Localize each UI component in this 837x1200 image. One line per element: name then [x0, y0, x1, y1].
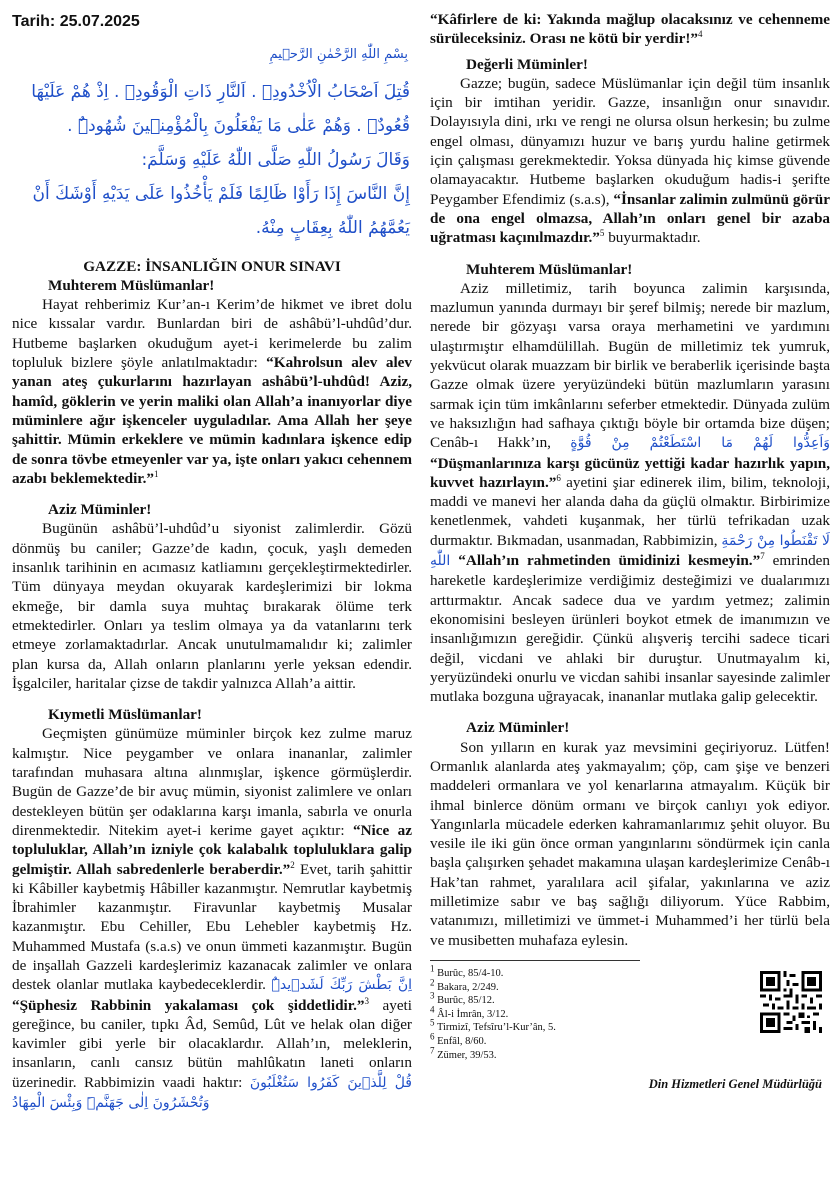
footnote: $^6$ Enfâl, 8/60.	[430, 1031, 487, 1047]
arabic-inline-verse: وَاَعِدُّوا لَهُمْ مَا اسْتَطَعْتُمْ مِنْ قُوَّةٍ	[570, 435, 830, 452]
footnote-ref: 7	[760, 550, 765, 561]
footnote-divider	[430, 960, 640, 961]
footnotes	[430, 963, 730, 1062]
paragraph: Bugünün ashâbü’l-uhdûd’u siyonist zalimlerdir. Gözü dönmüş bu caniler; Gazze’de kadın, çocuk, yaşlı demeden insanlık tarihinin en acımasız katliamını gerçekleştirmektedirler. Tüm dünyaya meydan okuyarak kardeşlerimizi bir lokma ekmeğe, bir damla suya muhtaç bırakarak ölüme terk etmektedirler. Onları ya teslim olmaya ya da vatanlarını terk etmeye zorlamaktadırlar. Ancak unutulmamalıdır ki; zalimler plan kursa da, Allah onların planlarını yerle yeksan edendir. İşgalciler, haritalar çizse de takdir yalnızca Allah’a aittir.	[12, 520, 412, 692]
date: Tarih: 25.07.2025	[12, 13, 140, 30]
footnote-ref: 5	[599, 228, 605, 239]
verse-quote: “Allah’ın rahmetinden ümidinizi kesmeyin.”	[458, 552, 761, 570]
verse-quote: “Düşmanlarınıza karşı gücünüz yettiği kadar hazırlık yapın, kuvvet hazırlayın.”	[430, 454, 830, 491]
section-heading: Aziz Müminler!	[466, 719, 570, 737]
arabic-inline-verse: اِنَّ بَطْشَ رَبِّكَ لَشَد۪يدٌۜ	[271, 977, 412, 994]
paragraph: Gazze; bugün, sadece Müslümanlar için değil tüm insanlık için bir imtihan yeridir. Gazze, insanlığın onur sınavıdır. Dolayısıyla dini, ırkı ve rengi ne olursa olsun herkesin; bu zulme engel olması, dünyamızı huzur ve barış yurdu haline getirmek için çalışması gerekmektedir. Yoksa dünyada hiç kimse güvende olamayacaktır. Hutbeme başlarken okuduğum hadis-i şerifte Peygamber Efendimiz (s.a.s), “İnsanlar zalimin zulmünü görür de ona engel olmazsa, Allah’ın onları genel bir azaba uğratması kaçınılmazdır.”$^5$ buyurmaktadır.	[430, 74, 830, 247]
footnote-ref: 1	[154, 468, 159, 479]
signature: Din Hizmetleri Genel Müdürlüğü	[648, 1076, 822, 1091]
arabic-verse: قُتِلَ اَصْحَابُ الْاُخْدُودِۙ . اَلنَّارِ ذَاتِ الْوَقُودِۙ . اِذْ هُمْ عَلَيْهَا قُعُودٌۙ . وَهُمْ عَلٰى مَا يَفْعَلُونَ بِالْمُؤْمِن۪ينَ شُهُودٌۜ .	[31, 81, 410, 136]
verse-quote: “Kâfirlere de ki: Yakında mağlup olacaksınız ve cehenneme sürüleceksiniz. Orası ne kötü bir yerdir!”	[430, 11, 830, 48]
section-heading: Muhterem Müslümanlar!	[466, 260, 633, 278]
footnote: $^4$ Âl-i İmrân, 3/12.	[430, 1004, 509, 1020]
arabic-inline-verse: قُلْ لِلَّذ۪ينَ كَفَرُوا سَتُغْلَبُونَ وَتُحْشَرُونَ اِلٰى جَهَنَّمَۜ وَبِئْسَ الْمِهَادُ	[12, 1074, 412, 1112]
verse-quote: “Şüphesiz Rabbinin yakalaması çok şiddetlidir.”	[12, 996, 365, 1014]
footnote-ref: 4	[698, 29, 703, 40]
arabic-hadith-intro: وَقَالَ رَسُولُ اللّٰهِ صَلَّى اللّٰهُ عَلَيْهِ وَسَلَّمَ:	[141, 149, 410, 170]
verse-quote: “Kahrolsun alev alev yanan ateş çukurlarını hazırlayan ashâbü’l-uhdûd! Aziz, hamîd, göklerin ve yerin maliki olan Allah’a inanıyorlar diye müminlere ağır işkenceler uyguladılar. Ama Allah her şeye şahittir. Mümin erkeklere ve mümin kadınlara işkence edip de sonra tövbe etmeyenler var ya, işte onları yakıcı cehennem azabı beklemektedir.”	[12, 354, 413, 487]
footnote: $^7$ Zümer, 39/53.	[430, 1045, 497, 1061]
footnote-ref: 3	[364, 995, 370, 1006]
basmala-calligraphy: بِسْمِ اللّٰهِ الرَّحْمٰنِ الرَّح۪يمِ	[269, 47, 408, 63]
hadith-quote: “İnsanlar zalimin zulmünü görür de ona engel olmazsa, Allah’ın onları genel bir azaba uğratması kaçınılmazdır.”	[430, 190, 830, 247]
arabic-inline-verse: لَا تَقْنَطُوا مِنْ رَحْمَةِ اللّٰهِ	[430, 532, 830, 570]
section-heading: Aziz Müminler!	[48, 501, 152, 519]
paragraph: Aziz milletimiz, tarih boyunca zalimin karşısında, mazlumun yanında durmayı bir şeref bilmiş; nerede bir mazlum, nerede bir gözyaşı varsa oraya merhametini ve yardımını ulaştırmıştır elhamdülillah. Bugün de milletimiz tek yumruk, yekvücut olarak muazzam bir birlik ve beraberlik içerisinde başta Gazze olmak üzere yeryüzündeki bütün mazlumların yarasını sarmak için tüm imkânlarını seferber etmektedir. Dünyada zulüm ve haksızlığın had safhaya çıktığı böyle bir ortamda bize düşen; Cenâb-ı Hakk’ın, وَاَعِدُّوا لَهُمْ مَا اسْتَطَعْتُمْ مِنْ قُوَّةٍ “Düşmanlarınıza karşı gücünüz yettiği kadar hazırlık yapın, kuvvet hazırlayın.”$^6$ ayetini şiar edinerek ilim, bilim, teknoloji, maddi ve manevi her alanda daha da güçlü olmaktır. Birbirimize kenetlenmek, vahdeti kuşanmak, her türlü tefrikadan uzak durmaktır. Bıkmadan, usanmadan, Rabbimizin, لَا تَقْنَطُوا مِنْ رَحْمَةِ اللّٰهِ “Allah’ın rahmetinden ümidinizi kesmeyin.”$^7$ emrinden hareketle kardeşlerimize verdiğimiz desteğimizi ve dualarımızı arttırmaktır. Ancak sadece dua ve yardım yetmez; zalimin ekonomisini besleyen ürünleri boykot etmek de imanımızın ve insanlığımızın gereğidir. Çünkü alışveriş tercihi sadece ticari değil, vicdani ve ahlaki bir duruştur. Unutmayalım ki, yeryüzündeki onurlu ve vicdan sahibi insanlar sayesinde zalimler mutlaka bozguna uğrayacak, inananlar mutlaka galip gelecektir.	[430, 279, 830, 706]
footnote: $^1$ Burûc, 85/4-10.	[430, 963, 504, 979]
paragraph: Hayat rehberimiz Kur’an-ı Kerim’de hikmet ve ibret dolu nice kıssalar vardır. Bunlardan biri de ashâbü’l-uhdûd’dur. Hutbeme başlarken okuduğum ayet-i kerimelerde bu zalim topluluk bizlere şöyle anlatılmaktadır: “Kahrolsun alev alev yanan ateş çukurlarını hazırlayan ashâbü’l-uhdûd! Aziz, hamîd, göklerin ve yerin maliki olan Allah’a inanıyorlar diye müminlere ağır işkenceler uyguladılar. Ama Allah her şeye şahittir. Mümin erkeklere ve mümin kadınlara işkence edip de sonra tövbe etmeyenler var ya, işte onları yakıcı cehennem azabı beklemektedir.”$^1$	[12, 296, 413, 487]
sermon-title: GAZZE: İNSANLIĞIN ONUR SINAVI	[83, 257, 341, 275]
section-heading: Kıymetli Müslümanlar!	[48, 706, 202, 724]
footnote: $^2$ Bakara, 2/249.	[430, 977, 499, 993]
arabic-hadith: إِنَّ النَّاسَ إِذَا رَأَوْا ظَالِمًا فَلَمْ يَأْخُذُوا عَلَى يَدَيْهِ أَوْشَكَ أَنْ يَعُمَّهُمُ اللّٰهُ بِعِقَابٍ مِنْهُ.	[32, 183, 410, 238]
paragraph: Son yılların en kurak yaz mevsimini geçiriyoruz. Lütfen! Ormanlık alanlarda ateş yakmayalım; çöp, cam şişe ve benzeri maddeleri ormanlara ve yol kenarlarına atmayalım. Küçük bir ihmal binlerce dönüm ormanı ve birçok canlıyı yok ediyor. Yangınlarla mücadele ederken kahramanlarımız şehit oluyor. Bu vesile ile iki gün önce orman yangınlarını söndürmek için canla başla çalışırken şehadet makamına ulaşan kardeşlerimize Cenâb-ı Hak’tan rahmet, yaralılara acil şifalar, yakınlarına ve aziz milletimize sabır ve baş sağlığı diliyorum. Yüce Rabbim, vatanımızı, milletimizi ve ümmet-i Muhammed’i her türlü bela ve musibetten muhafaza eylesin.	[430, 738, 830, 949]
footnote-ref: 6	[556, 472, 561, 483]
qr-code-icon[interactable]	[760, 971, 822, 1033]
left-column	[12, 0, 412, 1113]
footnote: $^3$ Burûc, 85/12.	[430, 990, 495, 1007]
footnote-ref: 2	[290, 859, 295, 870]
section-heading: Değerli Müminler!	[466, 55, 588, 73]
section-heading: Muhterem Müslümanlar!	[48, 276, 215, 294]
paragraph: Geçmişten günümüze müminler birçok kez zulme maruz kalmıştır. Nice peygamber ve onlara inananlar, zalimler tarafından muhasara altına alınmışlar, işkence görmüşlerdir. Bugün de Gazze’de bir avuç mümin, siyonist zalimlere ve onları destekleyen bütün şer odaklarına karşı imanla, sabırla ve onurla direnmektedir. Nitekim ayet-i kerime gayet açıktır: “Nice az topluluklar, Allah’ın izniyle çok kalabalık topluluklara galip gelmiştir. Allah sabredenlerle beraberdir.”$^2$ Evet, tarih şahittir ki Kâbiller kaybetmiş Hâbiller kazanmıştır. Nemrutlar kaybetmiş İbrahimler kazanmıştır. Firavunlar kaybetmiş Musalar kazanmıştır. Ebu Cehiller, Ebu Lehebler kaybetmiş Hz. Muhammed Mustafa (s.a.s) ve onun ümmeti kazanmıştır. Bugün de inşallah Gazzeli kardeşlerimiz kazanacak zalimler ve onlara destek olanlar mutlaka kaybedeceklerdir. اِنَّ بَطْشَ رَبِّكَ لَشَد۪يدٌۜ “Şüphesiz Rabbinin yakalaması çok şiddetlidir.”$^3$ ayeti gereğince, bu caniler, tıpkı Âd, Semûd, Lût ve helak olan diğer kavimler gibi yerle bir olacaklardır. Allah’ın, meleklerin, insanların, canlı cansız bütün mahlûkatın laneti onların üzerinedir. Rabbimizin vaadi haktır: قُلْ لِلَّذ۪ينَ كَفَرُوا سَتُغْلَبُونَ وَتُحْشَرُونَ اِلٰى جَهَنَّمَۜ وَبِئْسَ الْمِهَادُ	[12, 725, 412, 1112]
verse-quote: “Nice az topluluklar, Allah’ın izniyle çok kalabalık topluluklara galip gelmiştir. Allah sabredenlerle beraberdir.”	[12, 821, 412, 878]
right-column	[430, 0, 830, 1107]
paragraph	[430, 10, 830, 49]
footnote: $^5$ Tirmizî, Tefsîru’l-Kur’ân, 5.	[430, 1017, 556, 1034]
